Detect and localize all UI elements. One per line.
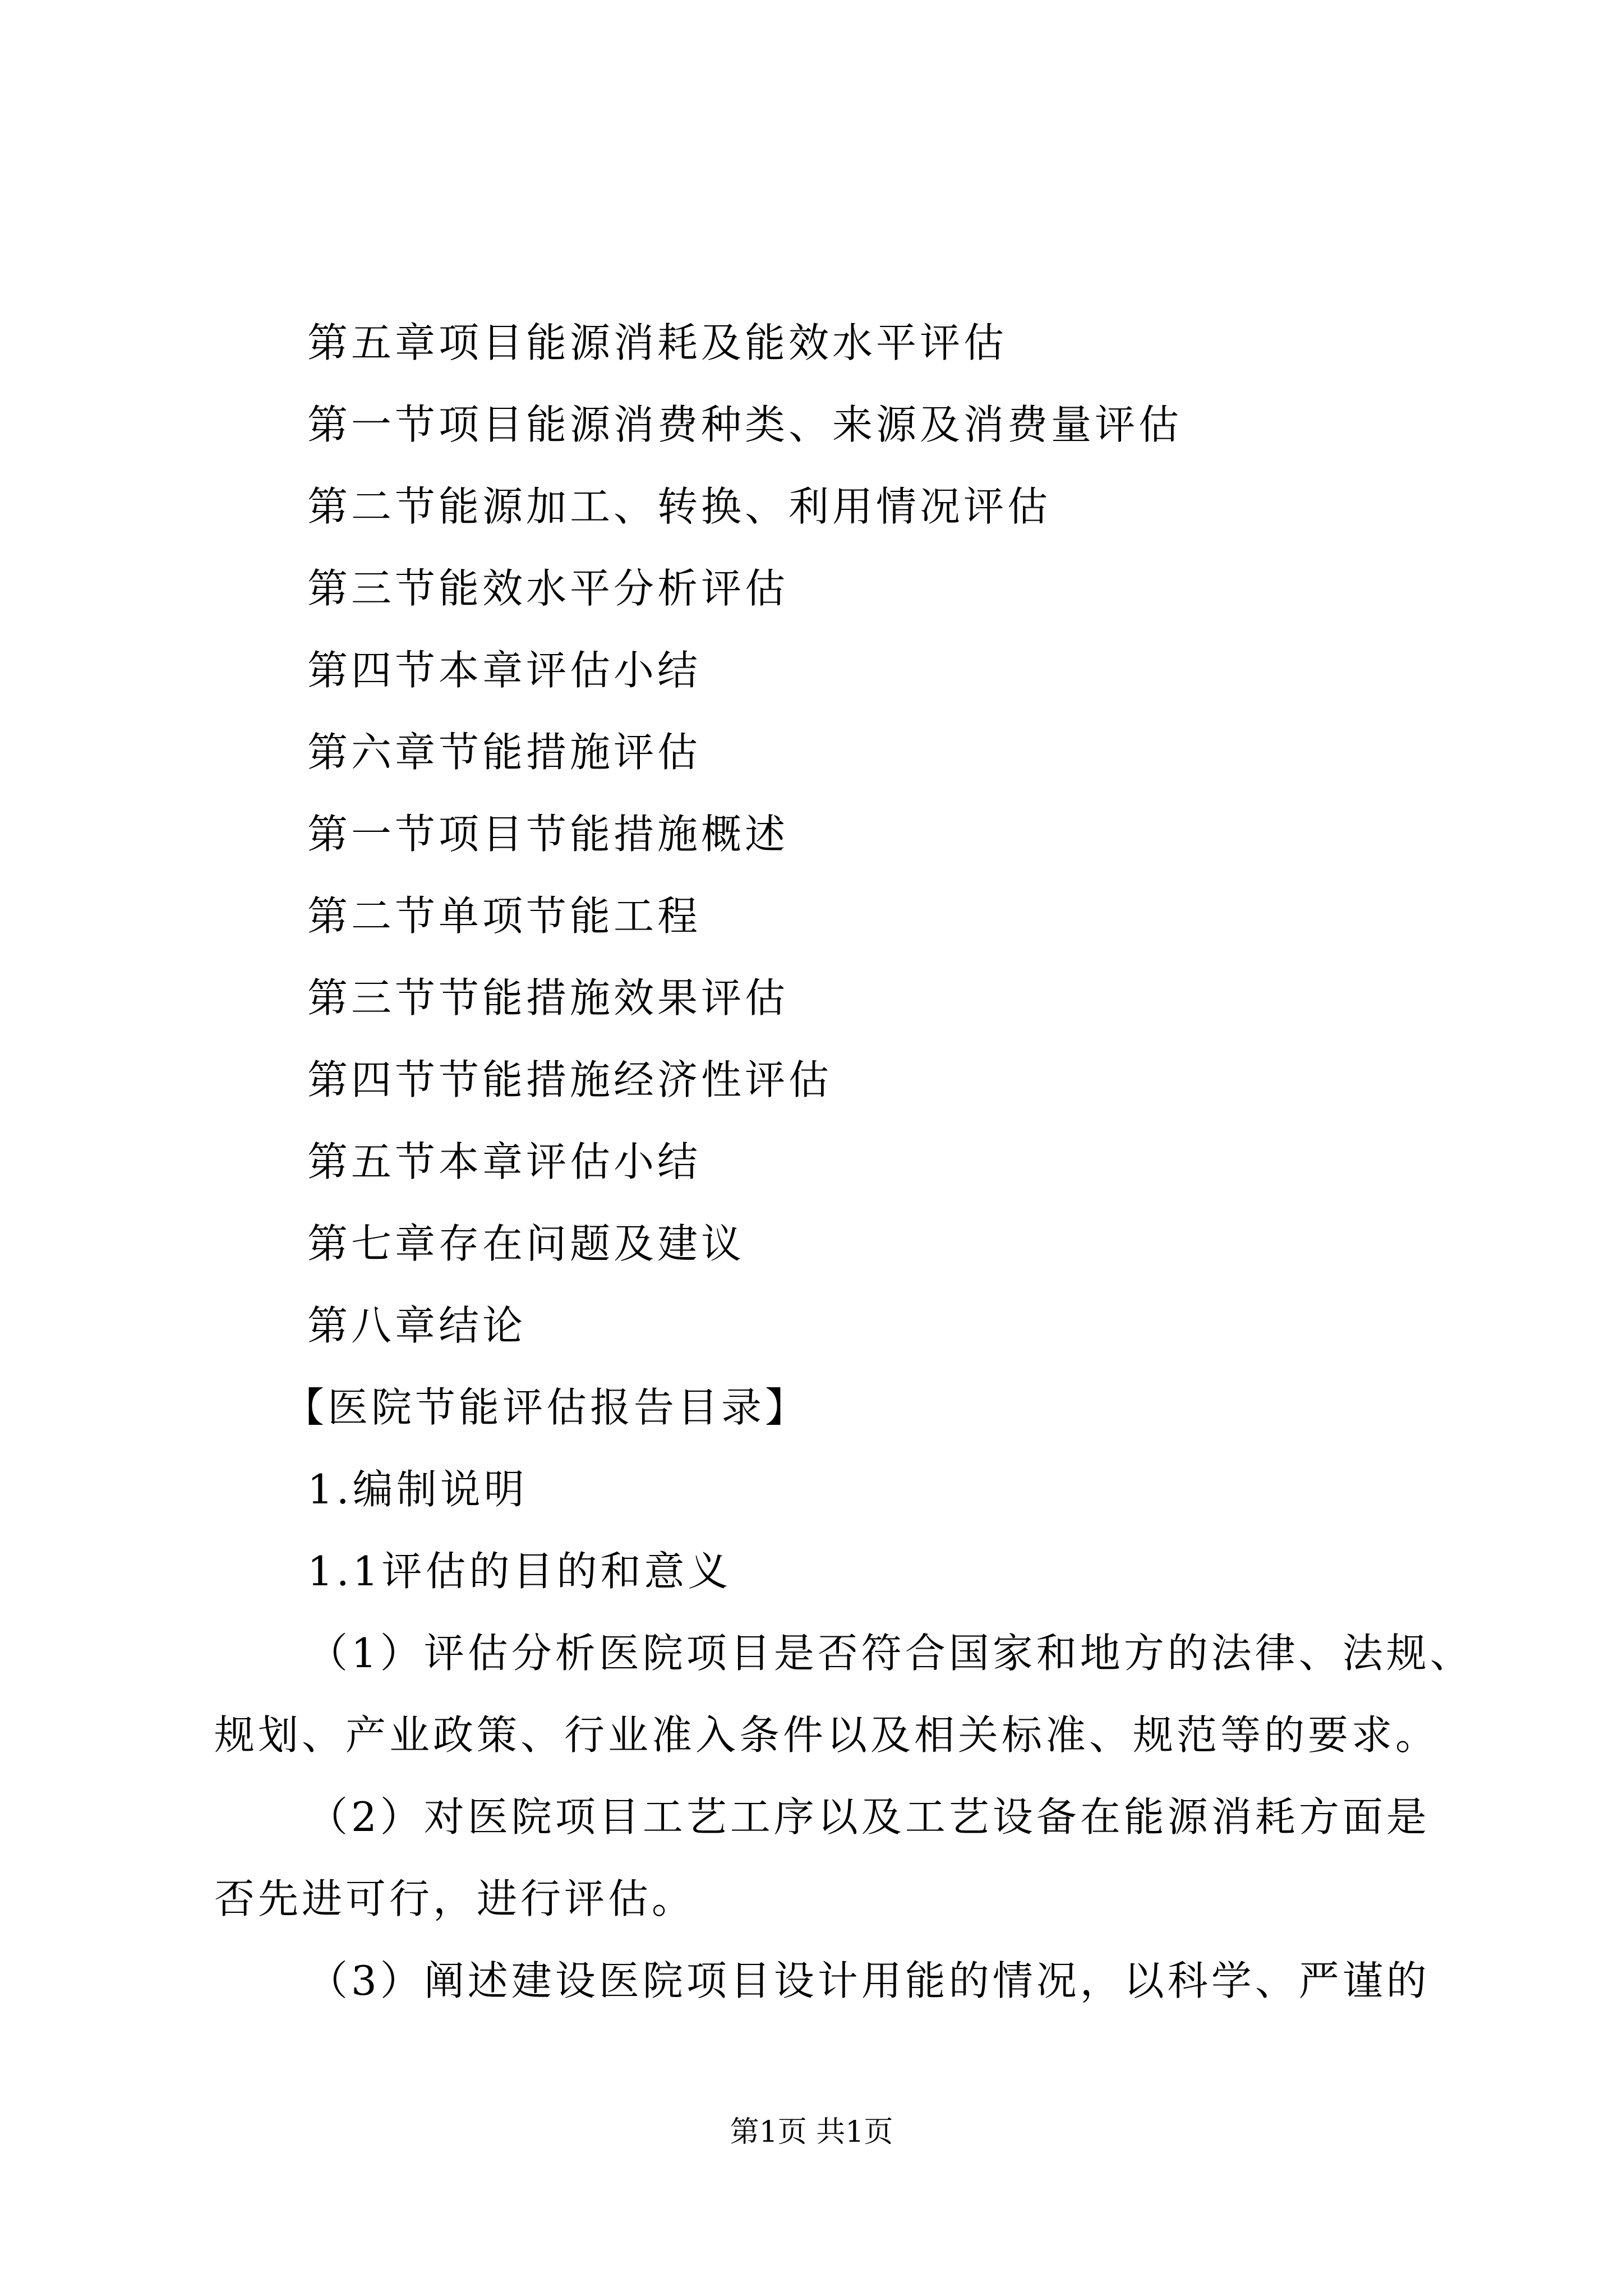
- toc-item: 第八章结论: [307, 1302, 527, 1349]
- toc-item: 第二节单项节能工程: [307, 892, 702, 940]
- toc-item: 第三节节能措施效果评估: [307, 974, 789, 1022]
- paragraph-line: （3）阐述建设医院项目设计用能的情况，以科学、严谨的: [307, 1957, 1430, 2004]
- paragraph-2: [214, 1776, 1448, 1940]
- toc-item: 第一节项目能源消费种类、来源及消费量评估: [307, 401, 1183, 448]
- paragraph-line: （1）评估分析医院项目是否符合国家和地方的法律、法规、: [307, 1630, 1474, 1677]
- toc-item: 第五节本章评估小结: [307, 1138, 702, 1185]
- toc-item: 第四节节能措施经济性评估: [307, 1056, 833, 1103]
- toc-item: 第七章存在问题及建议: [307, 1220, 745, 1267]
- toc-item: 第二节能源加工、转换、利用情况评估: [307, 483, 1052, 530]
- toc-item: 第六章节能措施评估: [307, 729, 702, 776]
- paragraph-line: 否先进可行，进行评估。: [214, 1875, 696, 1922]
- toc-item: 第三节能效水平分析评估: [307, 565, 789, 612]
- paragraph-line: （2）对医院项目工艺工序以及工艺设备在能源消耗方面是: [307, 1793, 1430, 1841]
- table-of-contents: [307, 302, 1182, 1366]
- toc-item: 第五章项目能源消耗及能效水平评估: [307, 319, 1008, 366]
- page-footer: 第1页 共1页: [730, 2115, 893, 2149]
- toc-item: 第一节项目节能措施概述: [307, 811, 789, 858]
- toc-item: 第四节本章评估小结: [307, 647, 702, 694]
- paragraph-line: 规划、产业政策、行业准入条件以及相关标准、规范等的要求。: [214, 1711, 1440, 1759]
- section-heading: 1.编制说明: [307, 1466, 528, 1513]
- paragraph-3: [214, 1940, 1448, 2022]
- paragraph-1: [214, 1612, 1474, 1776]
- bracket-title: 【医院节能评估报告目录】: [284, 1384, 809, 1431]
- subsection-heading: 1.1评估的目的和意义: [307, 1548, 732, 1595]
